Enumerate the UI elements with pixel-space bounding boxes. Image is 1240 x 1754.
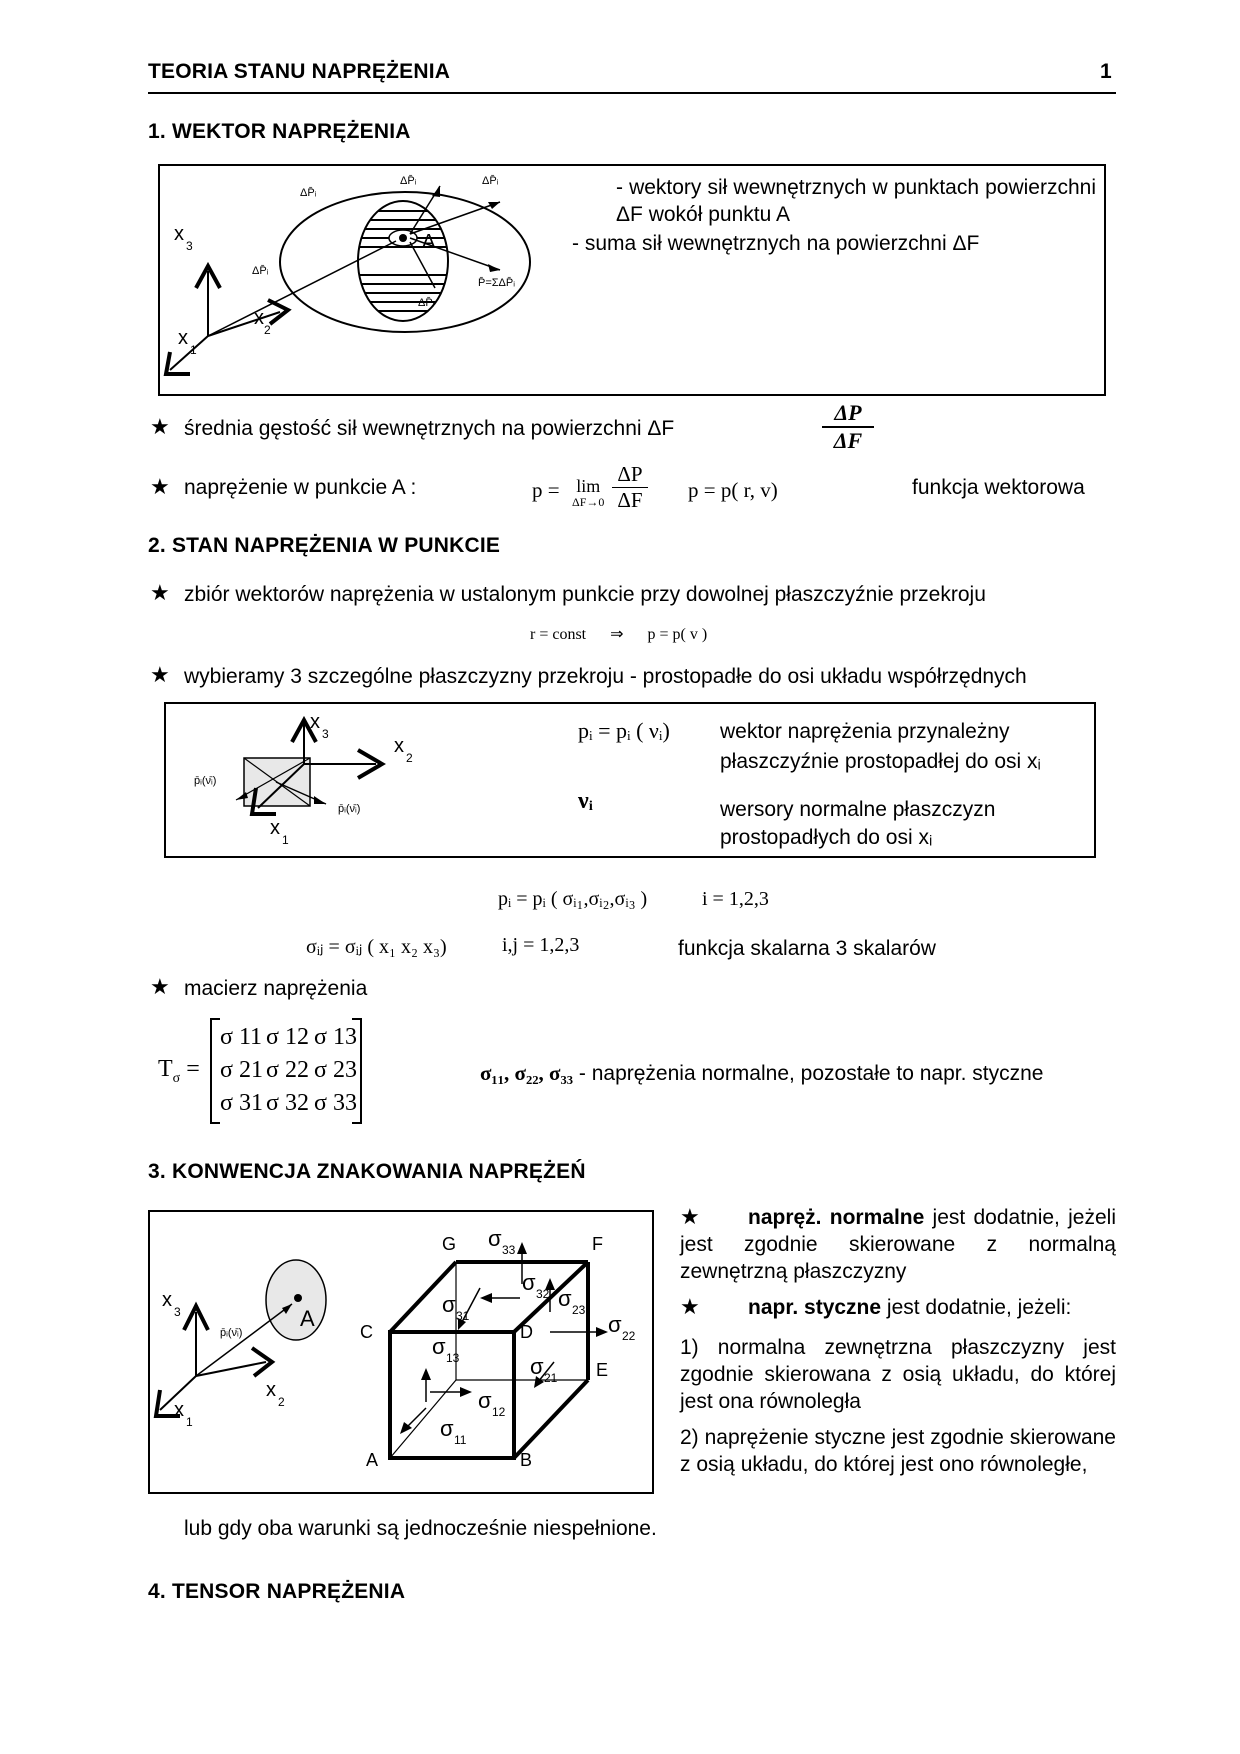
svg-text:ΔP̄ᵢ: ΔP̄ᵢ: [400, 175, 417, 187]
page-number: 1: [1100, 60, 1112, 83]
equation-pi-range: i = 1,2,3: [702, 888, 769, 910]
sign-convention-diagram: [150, 1212, 652, 1492]
figure-1-text-sum-forces: - suma sił wewnętrznych na powierzchni ΔF: [572, 232, 980, 255]
svg-text:p̄ᵢ(ν̄ᵢ): p̄ᵢ(ν̄ᵢ): [194, 775, 217, 787]
equation-sigma-ij: σᵢⱼ = σᵢⱼ ( x₁ x₂ x₃): [306, 936, 447, 958]
star-bullet-icon: ★: [150, 580, 170, 605]
svg-text:p̄ᵢ(ν̄ᵢ): p̄ᵢ(ν̄ᵢ): [338, 803, 361, 815]
svg-text:1: 1: [186, 1415, 193, 1429]
svg-text:3: 3: [322, 727, 329, 741]
svg-text:1: 1: [190, 343, 197, 357]
svg-text:32: 32: [536, 1287, 550, 1301]
svg-text:σ: σ: [608, 1312, 622, 1337]
box2-text-normals-b: prostopadłych do osi xᵢ: [720, 826, 933, 849]
svg-text:1: 1: [282, 833, 289, 847]
bullet-stress-matrix: macierz naprężenia: [184, 977, 368, 1000]
svg-text:ΔP̄ᵢ: ΔP̄ᵢ: [418, 297, 435, 309]
rule-tail: lub gdy oba warunki są jednocześnie niespełnione.: [184, 1517, 657, 1540]
svg-text:3: 3: [174, 1305, 181, 1319]
svg-text:σ: σ: [442, 1292, 456, 1317]
const-equation: r = const ⇒ p = p( v ): [530, 626, 708, 643]
svg-text:P̄=ΣΔP̄ᵢ: P̄=ΣΔP̄ᵢ: [478, 277, 515, 289]
bullet-set-of-vectors: zbiór wektorów naprężenia w ustalonym punkcie przy dowolnej płaszczyźnie przekroju: [184, 583, 986, 606]
svg-text:2: 2: [406, 751, 413, 765]
rule-condition-1: 1) normalna zewnętrzna płaszczyzny jest zgodnie skierowana z osią układu, do której jest ona równoległa: [680, 1336, 1116, 1413]
star-bullet-icon: ★: [150, 974, 170, 999]
svg-text:13: 13: [446, 1351, 460, 1365]
svg-text:σ: σ: [558, 1286, 572, 1311]
svg-text:A: A: [366, 1450, 379, 1470]
svg-text:A: A: [300, 1306, 315, 1331]
svg-text:p̄ᵢ(ν̄ᵢ): p̄ᵢ(ν̄ᵢ): [220, 1327, 243, 1339]
header-rule: [148, 92, 1116, 94]
matrix-cell-12: σ 12: [266, 1024, 309, 1050]
svg-text:ΔP̄ᵢ: ΔP̄ᵢ: [252, 265, 269, 277]
svg-text:x: x: [178, 327, 188, 349]
svg-text:3: 3: [186, 239, 193, 253]
svg-text:σ: σ: [530, 1354, 544, 1379]
matrix-bracket-left: [210, 1018, 220, 1124]
limit-equation-lhs: p =: [532, 478, 560, 502]
star-bullet-icon: ★: [150, 414, 170, 439]
limit-word: lim ΔF→0: [572, 476, 605, 509]
star-bullet-icon: ★: [680, 1204, 700, 1229]
box2-text-vector-b: płaszczyźnie prostopadłej do osi xᵢ: [720, 750, 1041, 773]
star-bullet-icon: ★: [680, 1294, 700, 1319]
svg-text:22: 22: [622, 1329, 636, 1343]
svg-text:B: B: [520, 1450, 533, 1470]
svg-text:33: 33: [502, 1243, 516, 1257]
svg-text:31: 31: [456, 1309, 470, 1323]
svg-text:σ: σ: [522, 1270, 536, 1295]
matrix-cell-21: σ 21: [220, 1057, 263, 1083]
svg-text:C: C: [360, 1322, 373, 1342]
matrix-cell-13: σ 13: [314, 1024, 357, 1050]
planes-diagram: [166, 704, 416, 856]
equation-pi-components: pᵢ = pᵢ ( σᵢ₁,σᵢ₂,σᵢ₃ ): [498, 888, 648, 910]
svg-text:11: 11: [454, 1433, 467, 1447]
svg-text:F: F: [592, 1234, 603, 1254]
section-2-title: 2. STAN NAPRĘŻENIA W PUNKCIE: [148, 534, 501, 557]
svg-text:σ: σ: [432, 1334, 446, 1359]
vector-function-equation: p = p( r, v): [688, 478, 778, 502]
section-4-title: 4. TENSOR NAPRĘŻENIA: [148, 1580, 406, 1603]
svg-text:ΔP̄ᵢ: ΔP̄ᵢ: [300, 187, 317, 199]
figure-1-text-internal-forces: - wektory sił wewnętrznych w punktach powierzchni ΔF wokół punktu A: [616, 176, 1096, 226]
equation-sigma-range: i,j = 1,2,3: [502, 934, 580, 956]
box2-text-vector-a: wektor naprężenia przynależny: [720, 720, 1010, 743]
svg-text:x: x: [254, 307, 264, 329]
svg-text:E: E: [596, 1360, 609, 1380]
figure-box-3: [148, 1210, 654, 1494]
svg-text:σ: σ: [478, 1388, 492, 1413]
matrix-note: σ₁₁, σ₂₂, σ₃₃ - naprężenia normalne, pozostałe to napr. styczne: [480, 1061, 1044, 1085]
svg-text:x: x: [266, 1379, 276, 1401]
star-bullet-icon: ★: [150, 662, 170, 687]
box2-text-normals-a: wersory normalne płaszczyzn: [720, 798, 996, 821]
running-header-title: TEORIA STANU NAPRĘŻENIA: [148, 60, 451, 83]
rule-shear-stress: napr. styczne jest dodatnie, jeżeli:: [748, 1296, 1072, 1319]
svg-text:ΔP̄ᵢ: ΔP̄ᵢ: [482, 175, 499, 187]
figure-box-2: [164, 702, 1096, 858]
matrix-cell-11: σ 11: [220, 1024, 263, 1050]
svg-text:x: x: [174, 1399, 184, 1421]
svg-text:x: x: [310, 711, 320, 733]
figure-box-1: [158, 164, 1106, 396]
matrix-cell-22: σ 22: [266, 1057, 309, 1083]
svg-text:21: 21: [544, 1371, 558, 1385]
scalar-function-label: funkcja skalarna 3 skalarów: [678, 937, 936, 960]
svg-text:2: 2: [264, 323, 271, 337]
rule-normal-stress: napręż. normalne jest dodatnie, jeżeli jest zgodnie skierowane z normalną zewnętrzną płaszczyzny: [680, 1206, 1116, 1283]
svg-text:σ: σ: [440, 1416, 454, 1441]
rule-condition-2: 2) naprężenie styczne jest zgodnie skierowane z osią układu, do której jest ono równoległe,: [680, 1426, 1116, 1476]
bullet-average-density: średnia gęstość sił wewnętrznych na powierzchni ΔF: [184, 417, 675, 440]
internal-forces-diagram: [160, 166, 680, 394]
svg-text:x: x: [174, 223, 184, 245]
star-bullet-icon: ★: [150, 474, 170, 499]
matrix-cell-33: σ 33: [314, 1090, 357, 1116]
svg-text:x: x: [270, 817, 280, 839]
box2-equation-pi: pᵢ = pᵢ ( νᵢ): [578, 718, 670, 743]
bullet-three-planes: wybieramy 3 szczególne płaszczyzny przekroju - prostopadłe do osi układu współrzędnych: [184, 665, 1027, 688]
matrix-cell-32: σ 32: [266, 1090, 309, 1116]
svg-text:23: 23: [572, 1303, 586, 1317]
svg-text:A: A: [422, 231, 436, 253]
section-1-title: 1. WEKTOR NAPRĘŻENIA: [148, 120, 411, 143]
vector-function-label: funkcja wektorowa: [912, 476, 1085, 499]
svg-text:12: 12: [492, 1405, 506, 1419]
svg-text:G: G: [442, 1234, 457, 1254]
box2-unit-normal: νᵢ: [578, 788, 593, 814]
matrix-cell-23: σ 23: [314, 1057, 357, 1083]
svg-text:D: D: [520, 1322, 533, 1342]
bullet-stress-at-point: naprężenie w punkcie A :: [184, 476, 417, 499]
matrix-lhs: $T_\sigma$ =: [158, 1056, 200, 1086]
fraction-average-density: ΔP ΔF: [822, 400, 874, 454]
svg-text:2: 2: [278, 1395, 285, 1409]
section-3-title: 3. KONWENCJA ZNAKOWANIA NAPRĘŻEŃ: [148, 1160, 586, 1183]
svg-text:x: x: [162, 1289, 172, 1311]
limit-fraction: ΔP ΔF: [612, 462, 648, 513]
matrix-cell-31: σ 31: [220, 1090, 263, 1116]
svg-text:σ: σ: [488, 1226, 502, 1251]
svg-text:x: x: [394, 735, 404, 757]
